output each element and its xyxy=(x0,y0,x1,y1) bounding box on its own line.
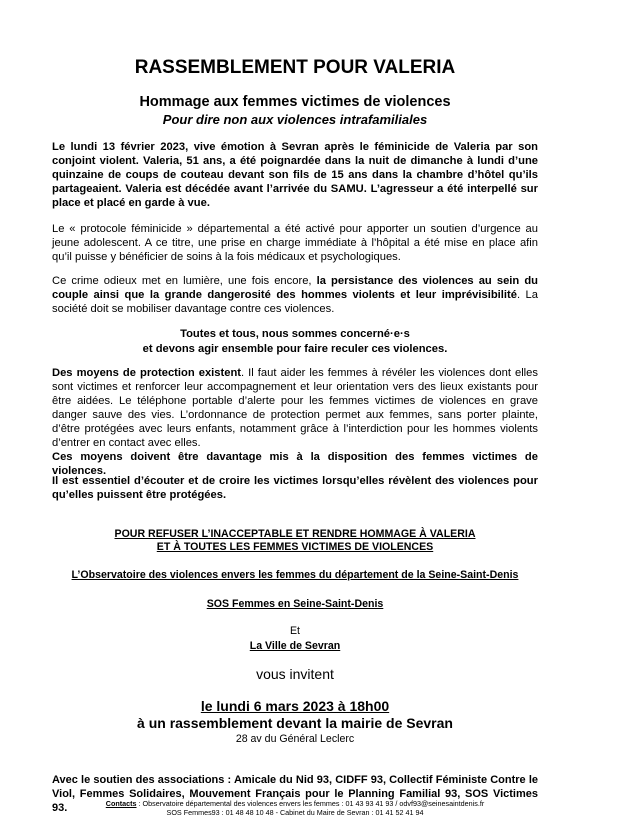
invite-text: vous invitent xyxy=(256,666,334,682)
society-text-a: Ce crime odieux met en lumière, une fois encore, xyxy=(52,275,317,287)
event-date: le lundi 6 mars 2023 à 18h00 xyxy=(200,698,390,714)
call-to-action xyxy=(52,327,538,356)
conjunction-et: Et xyxy=(289,625,300,637)
event-address: 28 av du Général Leclerc xyxy=(235,733,355,745)
protection-lead: Des moyens de protection existent xyxy=(52,367,242,379)
call-line-2: et devons agir ensemble pour faire reculer ces violences. xyxy=(142,342,448,355)
banner-line-1: POUR REFUSER L’INACCEPTABLE ET RENDRE HOMMAGE À VALERIA xyxy=(114,528,476,540)
paragraph-news: Le lundi 13 février 2023, vive émotion à Sevran après le féminicide de Valeria par son conjoint violent. Valeria, 51 ans, a été poignardée dans la nuit de dimanche à lundi d’une quinzaine de coups de couteau devant son fils de 15 ans dans la chambre d’hôtel qu’ils partageaient. Valeria est décédée avant l’arrivée du SAMU. L’agresseur a été interpellé sur place et placé en garde à vue. xyxy=(52,141,538,209)
protection-text: . Il faut aider les femmes à révéler les violences dont elles sont victimes et renforcer leur accompagnement et leur orientation vers des lieux existants pour être aidées. Le téléphone portable d’alerte pour les femmes victimes de violences en grave danger sauve des vies. L’ordonnance de protection permet aux femmes, sans porter plainte, d’être protégées avec leurs enfants, notamment grâce à l’interdiction pour les hommes violents d’entrer en contact avec elles. xyxy=(52,367,538,449)
contacts-label: Contacts xyxy=(105,799,137,808)
paragraph-protection xyxy=(52,366,538,478)
organizer-observatoire: L’Observatoire des violences envers les femmes du département de la Seine-Saint-Denis xyxy=(71,569,519,581)
society-text-c: . La société doit se mobiliser davantage contre ces violences. xyxy=(52,289,538,315)
contacts-line-2: SOS Femmes93 : 01 48 48 10 48 - Cabinet du Maire de Sevran : 01 41 52 41 94 xyxy=(166,808,424,817)
subtitle: Hommage aux femmes victimes de violences xyxy=(139,94,451,110)
call-line-1: Toutes et tous, nous sommes concerné·e·s xyxy=(180,328,410,340)
society-text-bold: la persistance des violences au sein du couple ainsi que la grande dangerosité des hommes violents et leur imprévisibilité xyxy=(52,275,538,301)
paragraph-society xyxy=(52,274,538,316)
event-place: à un rassemblement devant la mairie de Sevran xyxy=(137,715,453,731)
contacts-line-1 xyxy=(52,799,538,808)
subtitle-italic: Pour dire non aux violences intrafamiliales xyxy=(162,112,428,127)
paragraph-protocol: Le « protocole féminicide » départemental a été activé pour apporter un soutien d’urgence au jeune adolescent. A ce titre, une prise en charge immédiate à l’hôpital a été mise en place afin qu’il puisse y bénéficier de soins à la fois médicaux et psychologiques. xyxy=(52,223,538,263)
support-associations: Avec le soutien des associations : Amicale du Nid 93, CIDFF 93, Collectif Féministe Contre le Viol, Femmes Solidaires, Mouvement Français pour le Planning Familial 93, SOS Victimes 93. xyxy=(52,774,538,814)
organizer-ville: La Ville de Sevran xyxy=(249,640,341,652)
paragraph-listen: Il est essentiel d’écouter et de croire les victimes lorsqu’elles révèlent des violences pour qu’elles puissent être protégées. xyxy=(52,475,538,501)
banner xyxy=(52,528,538,554)
protection-conclusion: Ces moyens doivent être davantage mis à la disposition des femmes victimes de violences. xyxy=(52,451,538,477)
contacts xyxy=(52,799,538,817)
page-title: RASSEMBLEMENT POUR VALERIA xyxy=(134,57,456,78)
contacts-line-1-text: : Observatoire départemental des violences envers les femmes : 01 43 93 41 93 / odvf93@seinesaintdenis.fr xyxy=(136,799,485,808)
organizer-sos-femmes: SOS Femmes en Seine-Saint-Denis xyxy=(206,598,384,610)
banner-line-2: ET À TOUTES LES FEMMES VICTIMES DE VIOLENCES xyxy=(156,541,434,553)
